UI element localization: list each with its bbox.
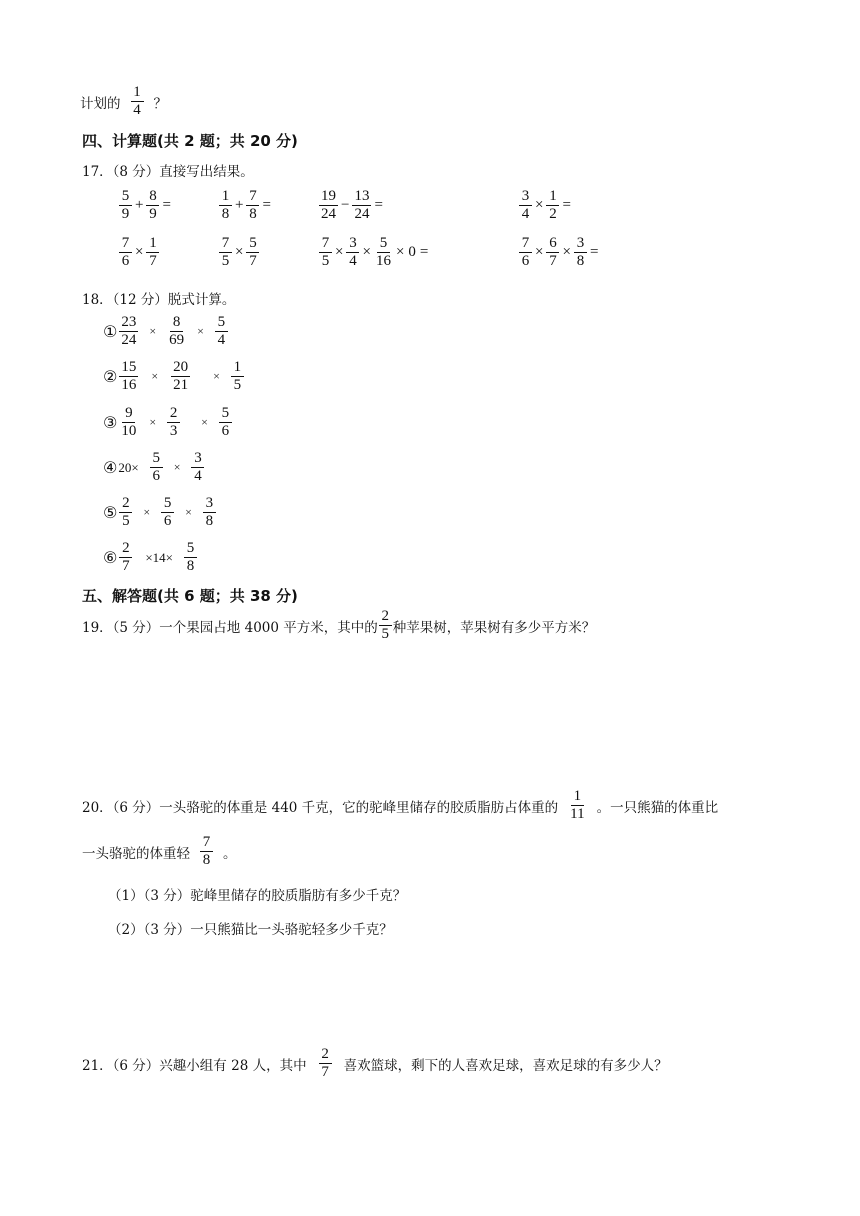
q17-expr-2: $\frac{1}{8}$ + $\frac{7}{8}$ = bbox=[218, 188, 273, 223]
section-heading-4: 四、计算题(共 2 题；共 20 分) bbox=[82, 132, 298, 150]
q17-expr-4: $\frac{3}{4}$ × $\frac{1}{2}$ = bbox=[518, 188, 573, 223]
question-20-sub-2: （2）（3 分）一只熊猫比一头骆驼轻多少千克？ bbox=[108, 922, 393, 938]
q18-item-1: ① $\frac{23}{24}$ × $\frac{8}{69}$ × $\frac{5}{4}$ bbox=[103, 314, 229, 349]
q18-item-2: ② $\frac{15}{16}$ × $\frac{20}{21}$ × $\frac{1}{5}$ bbox=[103, 359, 245, 394]
question-17-label: 17．（8 分）直接写出结果。 bbox=[82, 164, 254, 180]
question-20-sub-1: （1）（3 分）驼峰里储存的胶质脂肪有多少千克？ bbox=[108, 888, 407, 904]
question-21: 21．（6 分）兴趣小组有 28 人，其中 $\frac{2}{7}$ 喜欢篮球，剩下的人喜欢足球，喜欢足球的有多少人？ bbox=[82, 1046, 668, 1080]
question-20: 20．（6 分）一头骆驼的体重是 440 千克，它的驼峰里储存的胶质脂肪占体重的 $\frac{1}{11}$ 。一只熊猫的体重比 bbox=[82, 788, 719, 822]
q18-item-6: ⑥ $\frac{2}{7}$ ×14× $\frac{5}{8}$ bbox=[103, 540, 198, 575]
q18-item-4: ④ 20× $\frac{5}{6}$ × $\frac{3}{4}$ bbox=[103, 450, 205, 485]
q17-expr-5: $\frac{7}{6}$ × $\frac{1}{7}$ bbox=[118, 235, 160, 270]
q17-expr-6: $\frac{7}{5}$ × $\frac{5}{7}$ bbox=[218, 235, 260, 270]
question-20-line2: 一头骆驼的体重轻 $\frac{7}{8}$ 。 bbox=[82, 834, 237, 868]
fraction: $\frac{1}{4}$ bbox=[131, 84, 144, 119]
q17-expr-1: $\frac{5}{9}$ + $\frac{8}{9}$ = bbox=[118, 188, 173, 223]
q18-item-3: ③ $\frac{9}{10}$ × $\frac{2}{3}$ × $\frac{5}{6}$ bbox=[103, 405, 233, 440]
q17-expr-8: $\frac{7}{6}$ × $\frac{6}{7}$ × $\frac{3}{8}$ = bbox=[518, 235, 600, 270]
section-heading-5: 五、解答题(共 6 题；共 38 分) bbox=[82, 587, 298, 605]
question-18-label: 18．（12 分）脱式计算。 bbox=[82, 292, 236, 308]
question-19: 19．（5 分）一个果园占地 4000 平方米，其中的 $\frac{2}{5}$ 种苹果树，苹果树有多少平方米？ bbox=[82, 608, 596, 642]
q18-item-5: ⑤ $\frac{2}{5}$ × $\frac{5}{6}$ × $\frac{3}{8}$ bbox=[103, 495, 217, 530]
q17-expr-3: $\frac{19}{24}$ − $\frac{13}{24}$ = bbox=[321, 188, 383, 222]
q17-expr-7: $\frac{7}{5}$ × $\frac{3}{4}$ × $\frac{5}{16}$ × 0 = bbox=[318, 235, 430, 270]
prev-question-tail: 计划的 $\frac{1}{4}$ ？ bbox=[80, 84, 167, 118]
